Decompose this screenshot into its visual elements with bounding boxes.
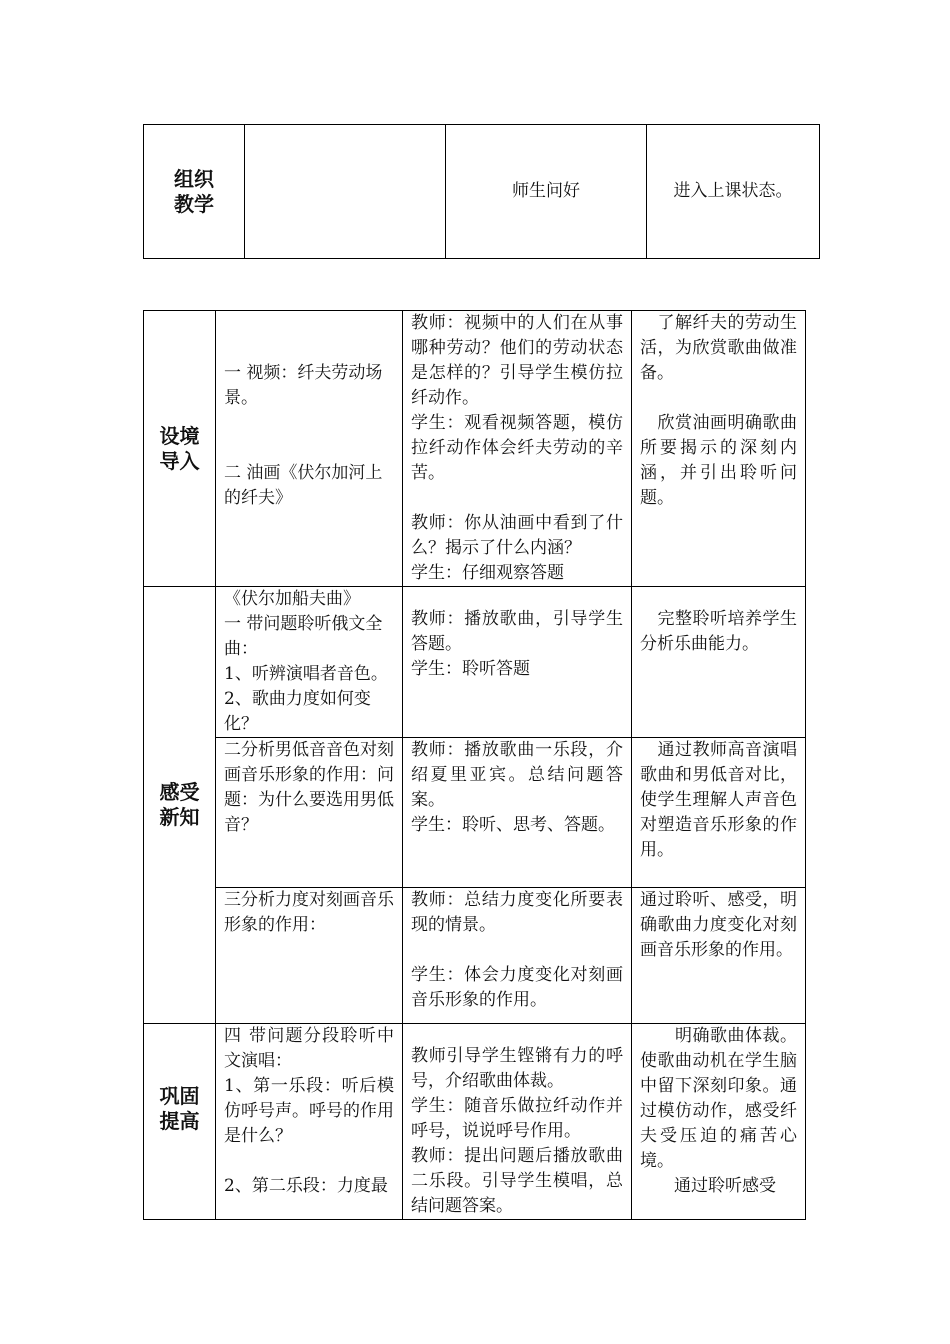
activity-text: 教师：提出问题后播放歌曲二乐段。引导学生模唱，总结问题答案。 [411, 1146, 623, 1216]
activity-text: 师生问好 [512, 181, 580, 201]
lesson-table-organize [143, 124, 820, 259]
intent-cell [647, 125, 820, 259]
activity-cell [403, 587, 632, 738]
activity-cell [403, 888, 632, 1024]
activity-text: 学生：体会力度变化对刻画音乐形象的作用。 [411, 965, 623, 1010]
content-text: 三分析力度对刻画音乐形象的作用： [224, 890, 394, 935]
activity-text: 教师：播放歌曲一乐段，介绍夏里亚宾。总结问题答案。 [411, 740, 623, 810]
activity-cell [403, 738, 632, 888]
intent-text: 明确歌曲体裁。使歌曲动机在学生脑中留下深刻印象。通过模仿动作，感受纤夫受压迫的痛苦心境。 [640, 1026, 797, 1171]
intent-text: 通过聆听、感受，明确歌曲力度变化对刻画音乐形象的作用。 [640, 890, 797, 960]
content-cell [216, 311, 403, 587]
intent-text: 完整聆听培养学生分析乐曲能力。 [640, 609, 797, 654]
intent-text: 通过聆听感受 [640, 1176, 776, 1196]
activity-text: 学生：仔细观察答题 [411, 563, 564, 583]
content-cell [216, 888, 403, 1024]
intent-cell [632, 311, 806, 587]
activity-text: 教师：总结力度变化所要表现的情景。 [411, 890, 623, 935]
activity-text: 教师：你从油画中看到了什么？揭示了什么内涵？ [411, 513, 623, 558]
intent-cell [632, 587, 806, 738]
activity-text: 教师：视频中的人们在从事哪种劳动？他们的劳动状态是怎样的？引导学生模仿拉纤动作。 [411, 313, 623, 408]
content-cell [216, 587, 403, 738]
content-text: 1、第一乐段：听后模仿呼号声。呼号的作用是什么？ [224, 1076, 394, 1146]
stage-label: 感受 新知 [159, 780, 200, 829]
stage-cell [144, 125, 245, 259]
content-text: 二分析男低音音色对刻画音乐形象的作用：问题：为什么要选用男低音？ [224, 740, 394, 835]
stage-label: 设境 导入 [159, 423, 200, 473]
content-cell [216, 738, 403, 888]
intent-text: 了解纤夫的劳动生活，为欣赏歌曲做准备。 [640, 313, 797, 383]
activity-text: 学生：聆听、思考、答题。 [411, 815, 615, 835]
intent-text: 通过教师高音演唱歌曲和男低音对比，使学生理解人声音色对塑造音乐形象的作用。 [640, 740, 797, 860]
activity-cell [446, 125, 647, 259]
intent-cell [632, 888, 806, 1024]
stage-label: 巩固 提高 [159, 1084, 200, 1133]
activity-text: 学生：观看视频答题，模仿拉纤动作体会纤夫劳动的辛苦。 [411, 413, 623, 483]
lesson-table-main [143, 310, 806, 1220]
content-cell [245, 125, 446, 259]
content-text: 1、听辨演唱者音色。2、歌曲力度如何变化？ [224, 664, 388, 734]
content-text: 一 带问题聆听俄文全曲： [224, 614, 383, 659]
content-cell [216, 1024, 403, 1220]
stage-cell [144, 311, 216, 587]
activity-text: 学生：聆听答题 [411, 659, 530, 679]
intent-text: 欣赏油画明确歌曲所要揭示的深刻内涵，并引出聆听问题。 [640, 413, 797, 508]
intent-text: 进入上课状态。 [673, 181, 793, 201]
content-text: 二 油画《伏尔加河上的纤夫》 [224, 463, 383, 508]
activity-text: 教师：播放歌曲，引导学生答题。 [411, 609, 623, 654]
intent-cell [632, 1024, 806, 1220]
activity-cell [403, 1024, 632, 1220]
stage-cell [144, 1024, 216, 1220]
activity-cell [403, 311, 632, 587]
stage-label: 组织 教学 [174, 166, 214, 216]
content-text: 一 视频：纤夫劳动场景。 [224, 363, 383, 408]
content-text: 2、第二乐段：力度最 [224, 1176, 388, 1196]
content-text: 四 带问题分段聆听中文演唱： [224, 1026, 394, 1071]
activity-text: 学生：随音乐做拉纤动作并呼号，说说呼号作用。 [411, 1096, 623, 1141]
activity-text: 教师引导学生铿锵有力的呼号，介绍歌曲体裁。 [411, 1046, 623, 1091]
intent-cell [632, 738, 806, 888]
stage-cell [144, 587, 216, 1024]
content-text: 《伏尔加船夫曲》 [224, 589, 360, 609]
